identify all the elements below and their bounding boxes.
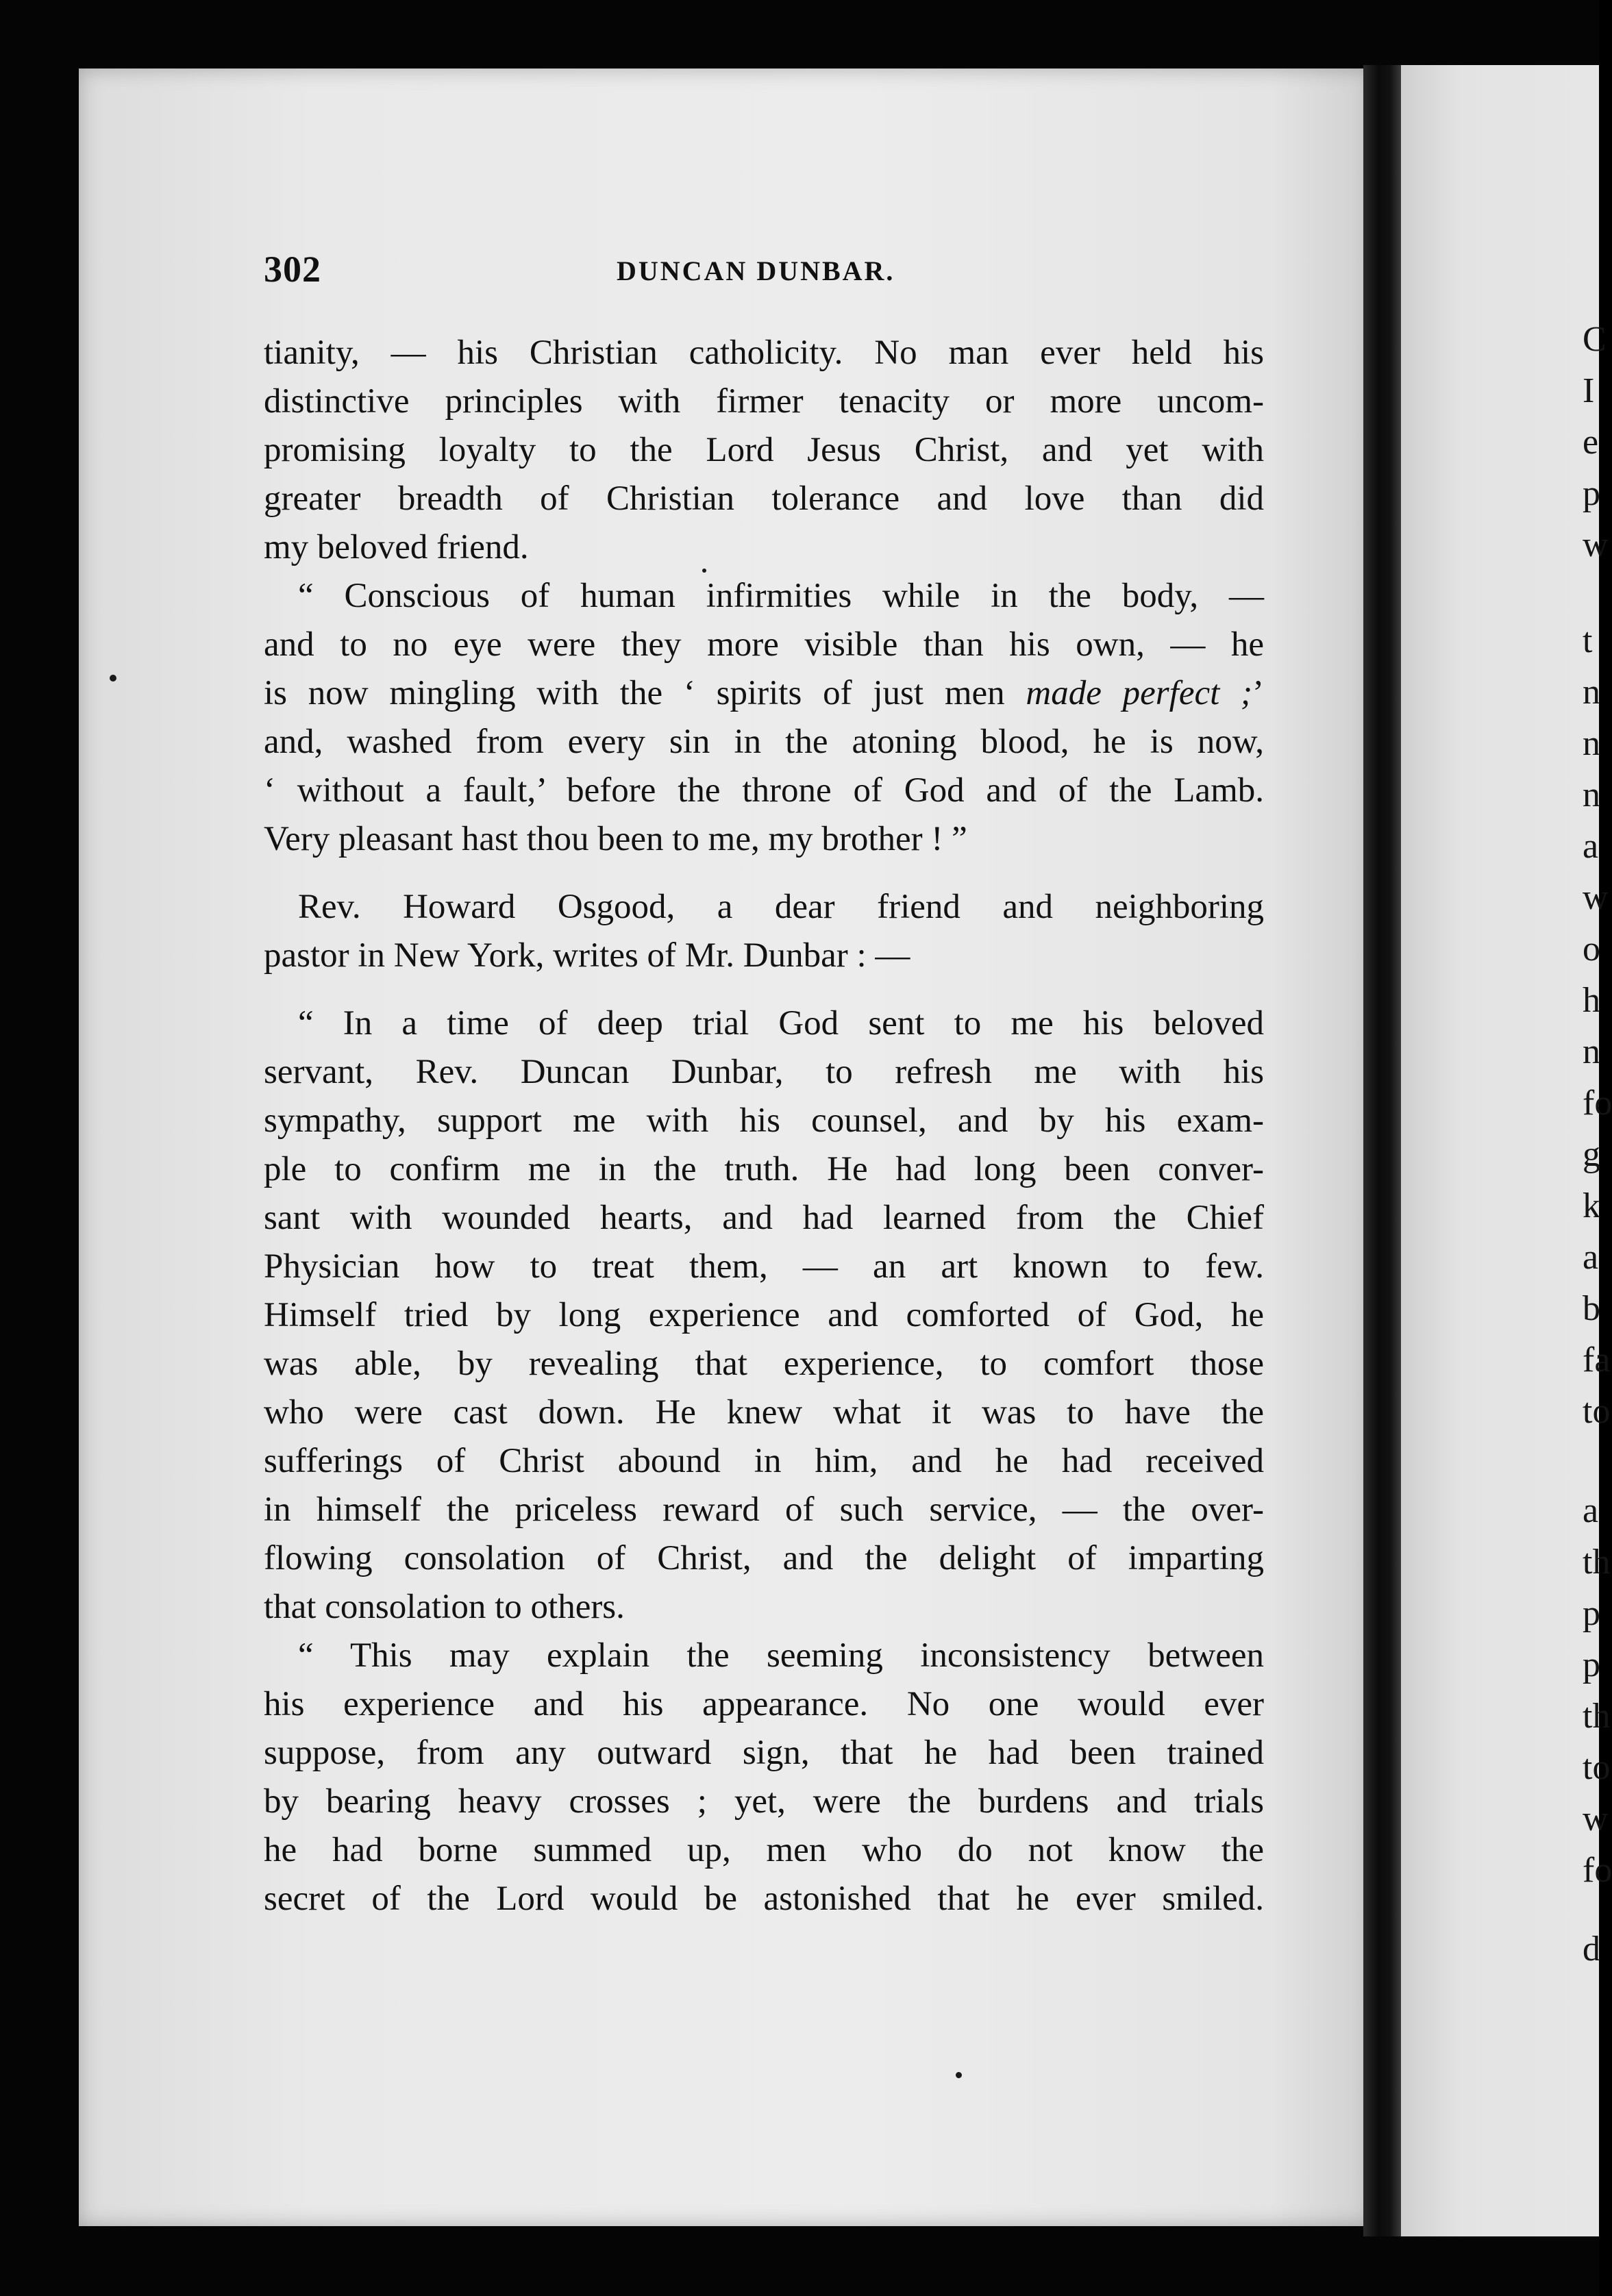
paragraph-5	[264, 1632, 1264, 1923]
text-line: “ In a time of deep trial God sent to me his beloved	[298, 1004, 1264, 1043]
paragraph-3	[264, 883, 1264, 980]
facing-page-fragment: p	[1583, 474, 1600, 513]
text-line: Himself tried by long experience and comforted of God, he	[264, 1296, 1264, 1334]
text-line	[264, 669, 1264, 718]
text-line: and to no eye were they more visible than his own, — he	[264, 625, 1264, 664]
italic-text: made perfect ;	[1026, 674, 1253, 712]
paragraph-1	[264, 329, 1264, 572]
book-gutter	[1363, 65, 1401, 2236]
text-line: suppose, from any outward sign, that he had been trained	[264, 1734, 1264, 1772]
facing-page-fragment: th	[1583, 1543, 1611, 1582]
text-line: promising loyalty to the Lord Jesus Christ, and yet with	[264, 431, 1264, 469]
facing-page-fragment: a	[1583, 827, 1599, 866]
text-line: in himself the priceless reward of such service, — the over-	[264, 1490, 1264, 1529]
facing-page-fragment: a	[1583, 1238, 1599, 1277]
facing-page-fragment: n	[1583, 673, 1600, 712]
running-title: DUNCAN DUNBAR.	[617, 255, 895, 286]
facing-page-fragment: o	[1583, 929, 1600, 969]
facing-page-fragment: fo	[1583, 1851, 1612, 1890]
facing-page-fragment: w	[1583, 878, 1609, 917]
facing-page-fragment: fo	[1583, 1084, 1612, 1123]
text-line: sant with wounded hearts, and had learned from the Chief	[264, 1199, 1264, 1237]
facing-page-fragment: w	[1583, 525, 1609, 564]
facing-page-fragment: b	[1583, 1289, 1600, 1328]
text-line: distinctive principles with firmer tenacity or more uncom-	[264, 382, 1264, 421]
text-line: Physician how to treat them, — an art known to few.	[264, 1247, 1264, 1286]
text-line: tianity, — his Christian catholicity. No man ever held his	[264, 334, 1264, 372]
paragraph-2	[264, 572, 1264, 864]
text-line: pastor in New York, writes of Mr. Dunbar : —	[264, 936, 910, 975]
running-head	[264, 248, 1257, 289]
facing-page-fragment: w	[1583, 1799, 1609, 1838]
ink-speck	[956, 2072, 962, 2078]
facing-page-fragment: n	[1583, 724, 1600, 763]
facing-page-fragment: k	[1583, 1186, 1600, 1225]
facing-page-fragment: p	[1583, 1594, 1600, 1633]
body-text	[264, 329, 1264, 1923]
text-line: Rev. Howard Osgood, a dear friend and neighboring	[298, 888, 1264, 926]
text-line: that consolation to others.	[264, 1588, 625, 1626]
page-number: 302	[264, 249, 321, 290]
facing-page-fragment: p	[1583, 1645, 1600, 1684]
text-fragment: is now mingling with the ‘ spirits of just men	[264, 674, 1005, 712]
text-line: by bearing heavy crosses ; yet, were the burdens and trials	[264, 1782, 1264, 1821]
facing-page	[1401, 65, 1612, 2236]
facing-page-fragment: a	[1583, 1491, 1599, 1530]
ink-speck	[702, 569, 706, 573]
text-line: greater breadth of Christian tolerance and love than did	[264, 479, 1264, 518]
text-line: servant, Rev. Duncan Dunbar, to refresh me with his	[264, 1053, 1264, 1091]
text-line: Very pleasant hast thou been to me, my brother ! ”	[264, 820, 967, 858]
text-line: and, washed from every sin in the atoning blood, he is now,	[264, 723, 1264, 761]
facing-page-fragment: to	[1583, 1748, 1611, 1787]
text-line: ‘ without a fault,’ before the throne of God and of the Lamb.	[264, 771, 1264, 810]
text-line: flowing consolation of Christ, and the delight of imparting	[264, 1539, 1264, 1577]
facing-page-fragment: d	[1583, 1930, 1600, 1969]
facing-page-fragment: fa	[1583, 1340, 1611, 1380]
text-line: my beloved friend.	[264, 528, 529, 566]
facing-page-fragment: t	[1583, 621, 1593, 660]
facing-page-fragment: I	[1583, 371, 1595, 410]
text-line: his experience and his appearance. No one would ever	[264, 1685, 1264, 1723]
facing-page-fragment: C	[1583, 320, 1607, 359]
facing-page-fragment: n	[1583, 1032, 1600, 1071]
text-line: he had borne summed up, men who do not know the	[264, 1831, 1264, 1869]
facing-page-fragment: g	[1583, 1135, 1600, 1174]
text-line: was able, by revealing that experience, to comfort those	[264, 1345, 1264, 1383]
text-line: sympathy, support me with his counsel, and by his exam-	[264, 1101, 1264, 1140]
text-line: secret of the Lord would be astonished that he ever smiled.	[264, 1880, 1264, 1918]
facing-page-fragment: th	[1583, 1697, 1611, 1736]
facing-page-fragment: h	[1583, 981, 1600, 1020]
facing-page-fragment: n	[1583, 775, 1600, 814]
text-line: ple to confirm me in the truth. He had long been conver-	[264, 1150, 1264, 1188]
facing-page-fragment: to	[1583, 1392, 1611, 1431]
paragraph-4	[264, 999, 1264, 1632]
text-line: who were cast down. He knew what it was to have the	[264, 1393, 1264, 1432]
text-line: “ Conscious of human infirmities while in the body, —	[298, 577, 1264, 615]
text-line: “ This may explain the seeming inconsistency between	[298, 1636, 1264, 1675]
ink-speck	[110, 675, 116, 682]
text-line: sufferings of Christ abound in him, and he had received	[264, 1442, 1264, 1480]
text-fragment: ’	[1252, 674, 1265, 712]
facing-page-fragment: e	[1583, 423, 1599, 462]
